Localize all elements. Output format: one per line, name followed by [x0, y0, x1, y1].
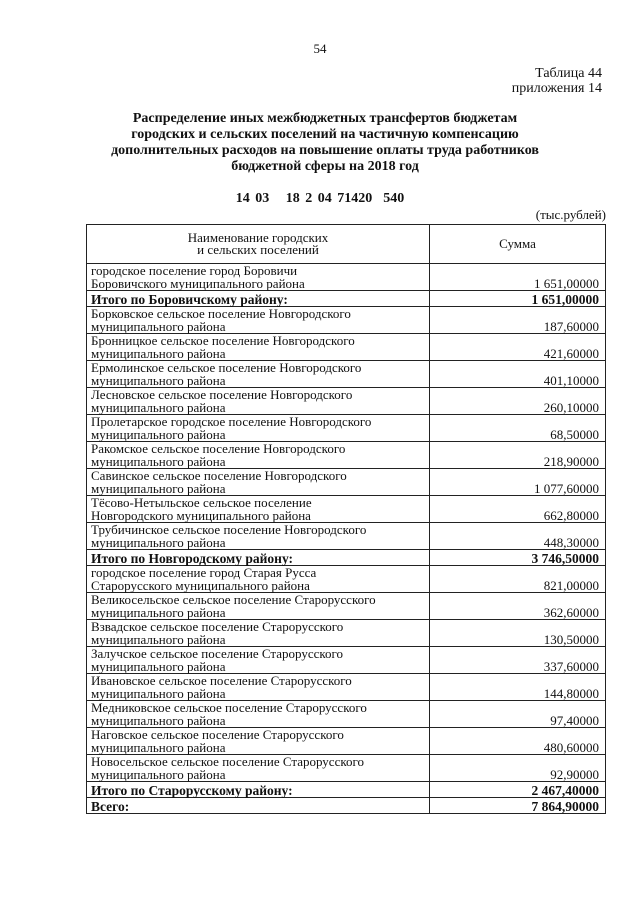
amount-cell: 218,90000	[430, 442, 606, 469]
settlement-name-cell	[87, 496, 430, 523]
settlement-name-line1: Медниковское сельское поселение Старорусского	[91, 700, 367, 715]
total-label-cell: Итого по Новгородскому району:	[87, 550, 430, 566]
table-row	[87, 523, 606, 550]
amount-cell: 448,30000	[430, 523, 606, 550]
settlement-name-cell	[87, 593, 430, 620]
settlement-name-line1: городское поселение город Старая Русса	[91, 565, 317, 580]
table-row	[87, 361, 606, 388]
amount-cell: 337,60000	[430, 647, 606, 674]
amount-cell: 260,10000	[430, 388, 606, 415]
amount-cell: 1 077,60000	[430, 469, 606, 496]
settlement-name-line2: Боровичского муниципального района	[91, 275, 305, 291]
amount-cell: 2 467,40000	[430, 782, 606, 798]
total-label-cell: Всего:	[87, 798, 430, 814]
title-line2: городских и сельских поселений на частичную компенсацию	[131, 127, 519, 142]
table-row	[87, 388, 606, 415]
amount-cell: 187,60000	[430, 307, 606, 334]
document-title	[70, 111, 580, 175]
table-row	[87, 334, 606, 361]
settlement-name-line2: муниципального района	[91, 372, 226, 388]
table-row	[87, 415, 606, 442]
settlement-name-line2: муниципального района	[91, 739, 226, 755]
settlement-name-cell	[87, 701, 430, 728]
total-row	[87, 782, 606, 798]
table-row	[87, 469, 606, 496]
settlement-name-cell	[87, 264, 430, 291]
amount-cell: 7 864,90000	[430, 798, 606, 814]
table-reference-line1: Таблица 44	[535, 66, 602, 81]
amount-cell: 480,60000	[430, 728, 606, 755]
settlement-name-line1: Ермолинское сельское поселение Новгородского	[91, 360, 362, 375]
settlement-name-cell	[87, 307, 430, 334]
transfers-table	[86, 224, 606, 814]
settlement-name-line1: Новосельское сельское поселение Старорусского	[91, 754, 365, 769]
table-reference-line2: приложения 14	[511, 81, 602, 96]
settlement-name-line1: Лесновское сельское поселение Новгородского	[91, 387, 353, 402]
settlement-name-line2: муниципального района	[91, 712, 226, 728]
settlement-name-cell	[87, 620, 430, 647]
table-row	[87, 701, 606, 728]
amount-cell: 662,80000	[430, 496, 606, 523]
table-row	[87, 728, 606, 755]
amount-cell: 401,10000	[430, 361, 606, 388]
table-reference	[512, 66, 602, 96]
total-row	[87, 291, 606, 307]
settlement-name-cell	[87, 755, 430, 782]
settlement-name-line2: муниципального района	[91, 658, 226, 674]
settlement-name-line2: муниципального района	[91, 426, 226, 442]
settlement-name-line1: Трубичинское сельское поселение Новгородского	[91, 522, 367, 537]
units-label: (тыс.рублей)	[535, 207, 606, 222]
amount-cell: 3 746,50000	[430, 550, 606, 566]
settlement-name-line1: Савинское сельское поселение Новгородского	[91, 468, 347, 483]
header-name-cell	[87, 225, 430, 264]
amount-cell: 421,60000	[430, 334, 606, 361]
settlement-name-cell	[87, 334, 430, 361]
settlement-name-cell	[87, 388, 430, 415]
amount-cell: 1 651,00000	[430, 264, 606, 291]
table-row	[87, 620, 606, 647]
total-label-cell: Итого по Боровичскому району:	[87, 291, 430, 307]
table-row	[87, 566, 606, 593]
settlement-name-line2: муниципального района	[91, 631, 226, 647]
settlement-name-cell	[87, 674, 430, 701]
settlement-name-cell	[87, 442, 430, 469]
amount-cell: 97,40000	[430, 701, 606, 728]
header-name-line2: и сельских поселений	[197, 242, 319, 257]
table-row	[87, 755, 606, 782]
amount-cell: 362,60000	[430, 593, 606, 620]
table-row	[87, 264, 606, 291]
settlement-name-line2: муниципального района	[91, 604, 226, 620]
settlement-name-cell	[87, 566, 430, 593]
title-line4: бюджетной сферы на 2018 год	[231, 159, 419, 174]
table-row	[87, 593, 606, 620]
settlement-name-line2: муниципального района	[91, 480, 226, 496]
title-line1: Распределение иных межбюджетных трансфертов бюджетам	[132, 111, 518, 126]
settlement-name-line2: муниципального района	[91, 766, 226, 782]
settlement-name-line2: муниципального района	[91, 453, 226, 469]
settlement-name-line2: Старорусского муниципального района	[91, 577, 310, 593]
settlement-name-line1: Ивановское сельское поселение Старорусского	[91, 673, 352, 688]
amount-cell: 130,50000	[430, 620, 606, 647]
table-row	[87, 307, 606, 334]
settlement-name-line1: Пролетарское городское поселение Новгородского	[91, 414, 372, 429]
table-header-row	[87, 225, 606, 264]
total-row	[87, 798, 606, 814]
settlement-name-line2: муниципального района	[91, 685, 226, 701]
settlement-name-line2: муниципального района	[91, 318, 226, 334]
settlement-name-line1: Бронницкое сельское поселение Новгородского	[91, 333, 355, 348]
settlement-name-line2: муниципального района	[91, 345, 226, 361]
settlement-name-line1: Тёсово-Нетыльское сельское поселение	[91, 495, 312, 510]
table-row	[87, 647, 606, 674]
header-sum-cell: Сумма	[430, 225, 606, 264]
table-row	[87, 442, 606, 469]
page-number: 54	[313, 41, 327, 56]
settlement-name-line1: Борковское сельское поселение Новгородского	[91, 306, 351, 321]
settlement-name-line1: Залучское сельское поселение Старорусского	[91, 646, 344, 661]
settlement-name-cell	[87, 415, 430, 442]
settlement-name-line1: Взвадское сельское поселение Старорусского	[91, 619, 344, 634]
amount-cell: 1 651,00000	[430, 291, 606, 307]
budget-code: 14 03 18 2 04 71420 540	[235, 191, 405, 206]
settlement-name-line2: муниципального района	[91, 399, 226, 415]
settlement-name-line1: Ракомское сельское поселение Новгородского	[91, 441, 346, 456]
settlement-name-line1: Наговское сельское поселение Старорусского	[91, 727, 344, 742]
amount-cell: 821,00000	[430, 566, 606, 593]
settlement-name-cell	[87, 523, 430, 550]
settlement-name-cell	[87, 361, 430, 388]
settlement-name-cell	[87, 469, 430, 496]
total-label-cell: Итого по Старорусскому району:	[87, 782, 430, 798]
amount-cell: 92,90000	[430, 755, 606, 782]
table-row	[87, 674, 606, 701]
settlement-name-line2: муниципального района	[91, 534, 226, 550]
settlement-name-line1: Великосельское сельское поселение Старорусского	[91, 592, 376, 607]
settlement-name-cell	[87, 728, 430, 755]
amount-cell: 68,50000	[430, 415, 606, 442]
header-name-line1: Наименование городских	[187, 229, 329, 245]
settlement-name-line2: Новгородского муниципального района	[91, 507, 311, 523]
total-row	[87, 550, 606, 566]
amount-cell: 144,80000	[430, 674, 606, 701]
settlement-name-cell	[87, 647, 430, 674]
settlement-name-line1: городское поселение город Боровичи	[91, 263, 298, 278]
table-row	[87, 496, 606, 523]
title-line3: дополнительных расходов на повышение оплаты труда работников	[111, 143, 539, 158]
